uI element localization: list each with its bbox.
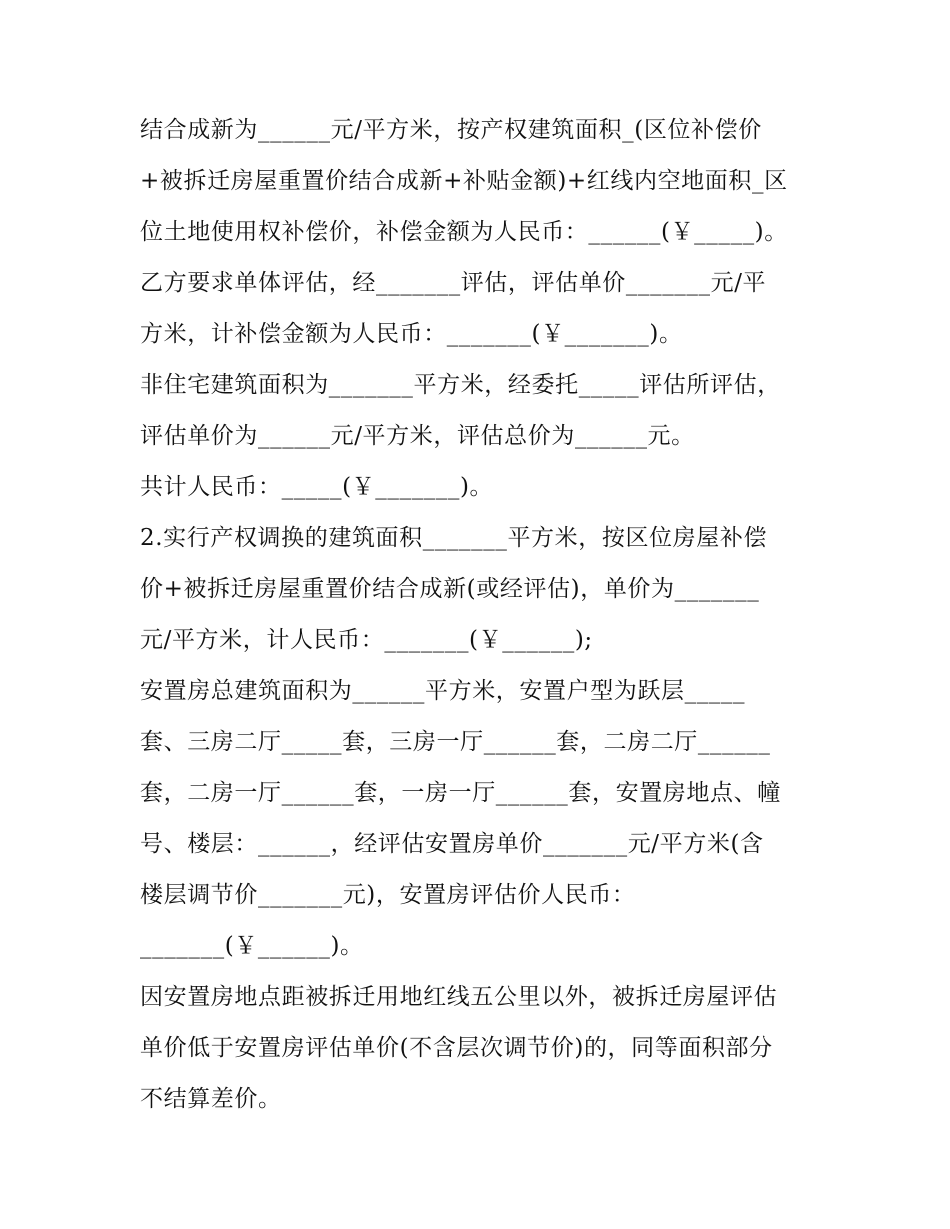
- text-line: 2.实行产权调换的建筑面积_______平方米，按区位房屋补偿: [140, 525, 768, 551]
- text-line: 不结算差价。: [140, 1086, 282, 1112]
- text-line: 评估单价为______元/平方米，评估总价为______元。: [140, 423, 695, 449]
- text-line: 安置房总建筑面积为______平方米，安置户型为跃层_____: [140, 678, 746, 704]
- text-line: +被拆迁房屋重置价结合成新+补贴金额)+红线内空地面积_区: [140, 168, 788, 194]
- text-line: 单价低于安置房评估单价(不含层次调节价)的，同等面积部分: [140, 1035, 773, 1061]
- text-line: _______(￥______)。: [140, 933, 364, 959]
- text-line: 位土地使用权补偿价，补偿金额为人民币：______(￥_____)。: [140, 219, 788, 245]
- text-line: 价+被拆迁房屋重置价结合成新(或经评估)，单价为_______: [140, 576, 760, 602]
- text-line: 因安置房地点距被拆迁用地红线五公里以外，被拆迁房屋评估: [140, 984, 778, 1010]
- text-line: 号、楼层：______，经评估安置房单价_______元/平方米(含: [140, 831, 764, 857]
- text-line: 套，二房一厅______套，一房一厅______套，安置房地点、幢: [140, 780, 781, 806]
- text-line: 方米，计补偿金额为人民币：_______(￥_______)。: [140, 321, 683, 347]
- text-line: 非住宅建筑面积为_______平方米，经委托_____评估所评估，: [140, 372, 781, 398]
- text-line: 楼层调节价_______元)，安置房评估价人民币：: [140, 882, 636, 908]
- text-line: 元/平方米，计人民币：_______(￥______);: [140, 627, 593, 653]
- text-line: 共计人民币：_____(￥_______)。: [140, 474, 494, 500]
- text-line: 乙方要求单体评估，经_______评估，评估单价_______元/平: [140, 270, 767, 296]
- text-line: 套、三房二厅_____套，三房一厅______套，二房二厅______: [140, 729, 771, 755]
- text-line: 结合成新为______元/平方米，按产权建筑面积_(区位补偿价: [140, 117, 762, 143]
